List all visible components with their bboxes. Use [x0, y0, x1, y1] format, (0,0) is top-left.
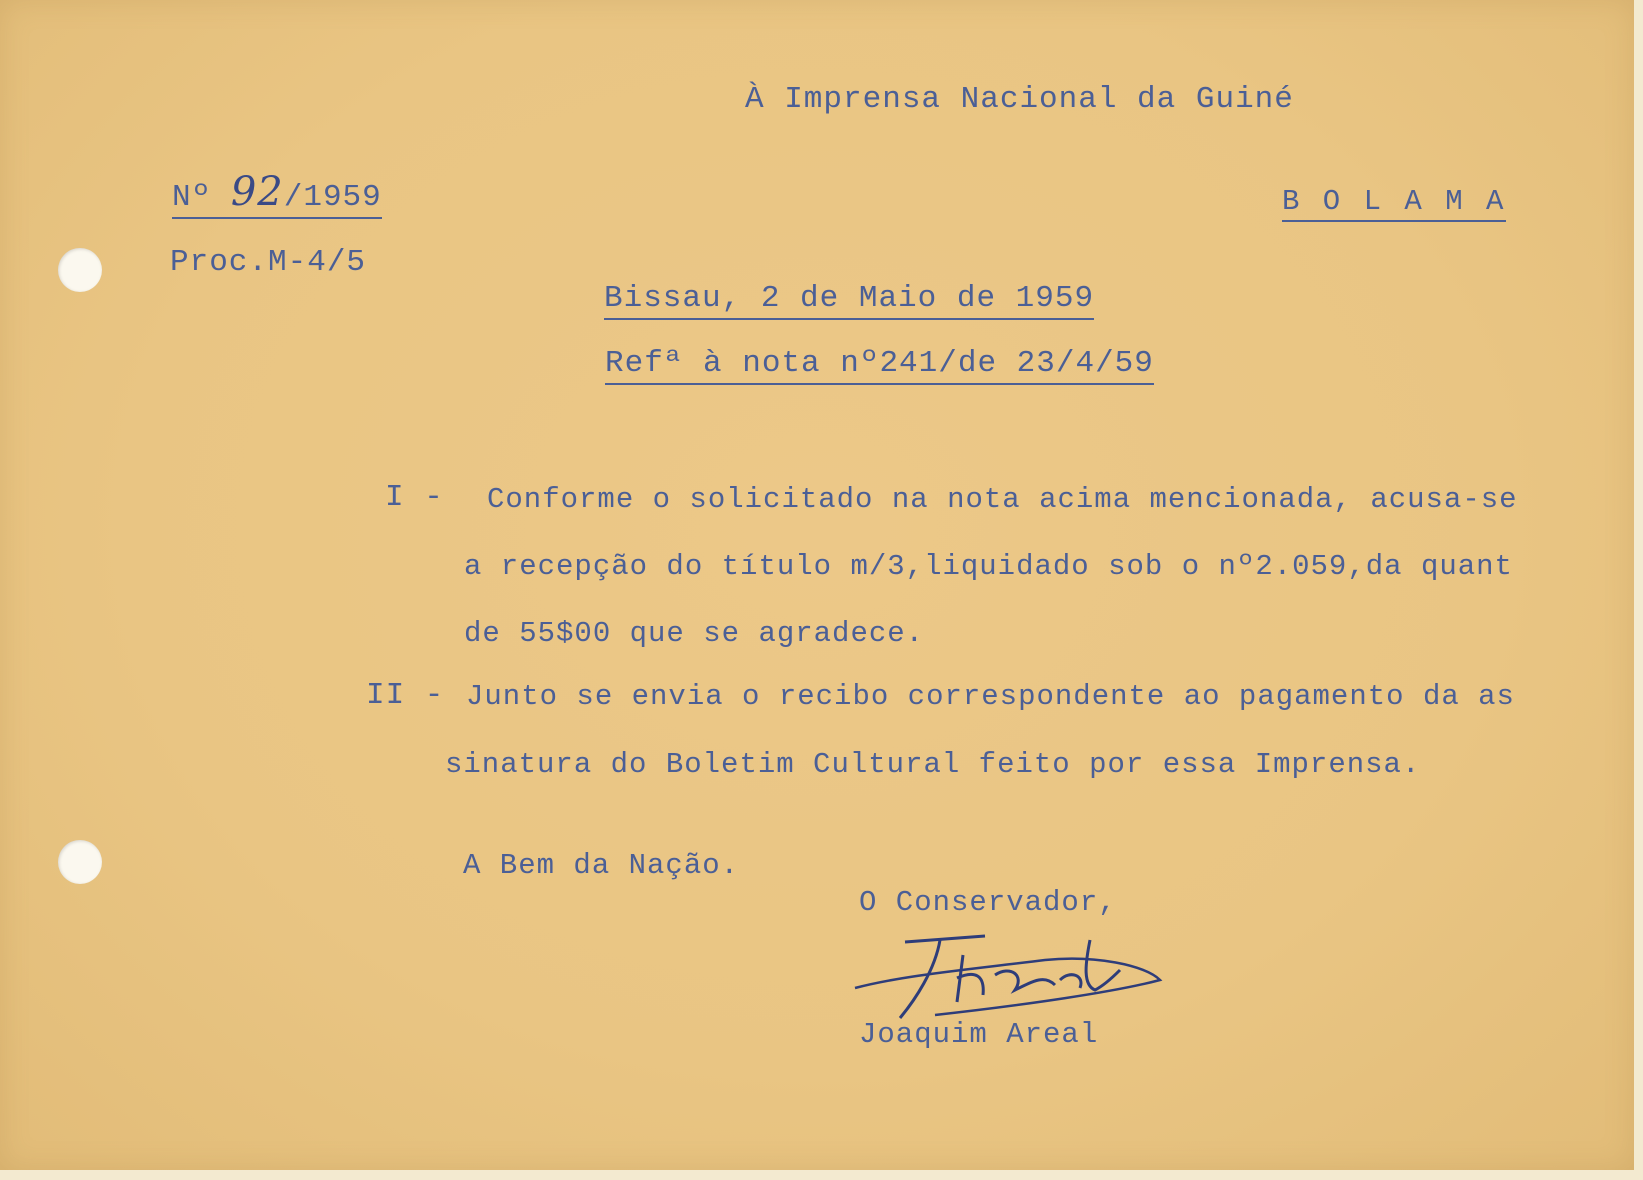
paragraph-1-marker: I - [385, 480, 444, 515]
reference-line: Refª à nota nº241/de 23/4/59 [605, 348, 1154, 385]
paragraph-1-line-1: Conforme o solicitado na nota acima mencionada, acusa-se [487, 483, 1518, 516]
number-suffix: /1959 [283, 180, 382, 215]
paragraph-2-line-2: sinatura do Boletim Cultural feito por essa Imprensa. [445, 748, 1421, 781]
paragraph-2-line-1: Junto se envia o recibo correspondente ao pagamento da as [466, 680, 1515, 713]
signature-title: O Conservador, [859, 886, 1117, 919]
closing-salutation: A Bem da Nação. [463, 849, 740, 882]
handwritten-number: 92 [230, 169, 284, 215]
date-line: Bissau, 2 de Maio de 1959 [604, 283, 1094, 320]
punch-hole-top [58, 248, 102, 292]
paragraph-1-line-2: a recepção do título m/3,liquidado sob o nº2.059,da quant [464, 550, 1513, 583]
process-reference: Proc.M-4/5 [170, 245, 367, 280]
paragraph-1-line-3: de 55$00 que se agradece. [464, 617, 925, 650]
destination: B O L A M A [1282, 187, 1506, 222]
paragraph-2-marker: II - [366, 678, 445, 713]
number-prefix: Nº [172, 180, 212, 215]
document-number [172, 169, 382, 219]
signatory-name: Joaquim Areal [859, 1018, 1099, 1051]
punch-hole-bottom [58, 840, 102, 884]
recipient-line: À Imprensa Nacional da Guiné [745, 82, 1294, 117]
